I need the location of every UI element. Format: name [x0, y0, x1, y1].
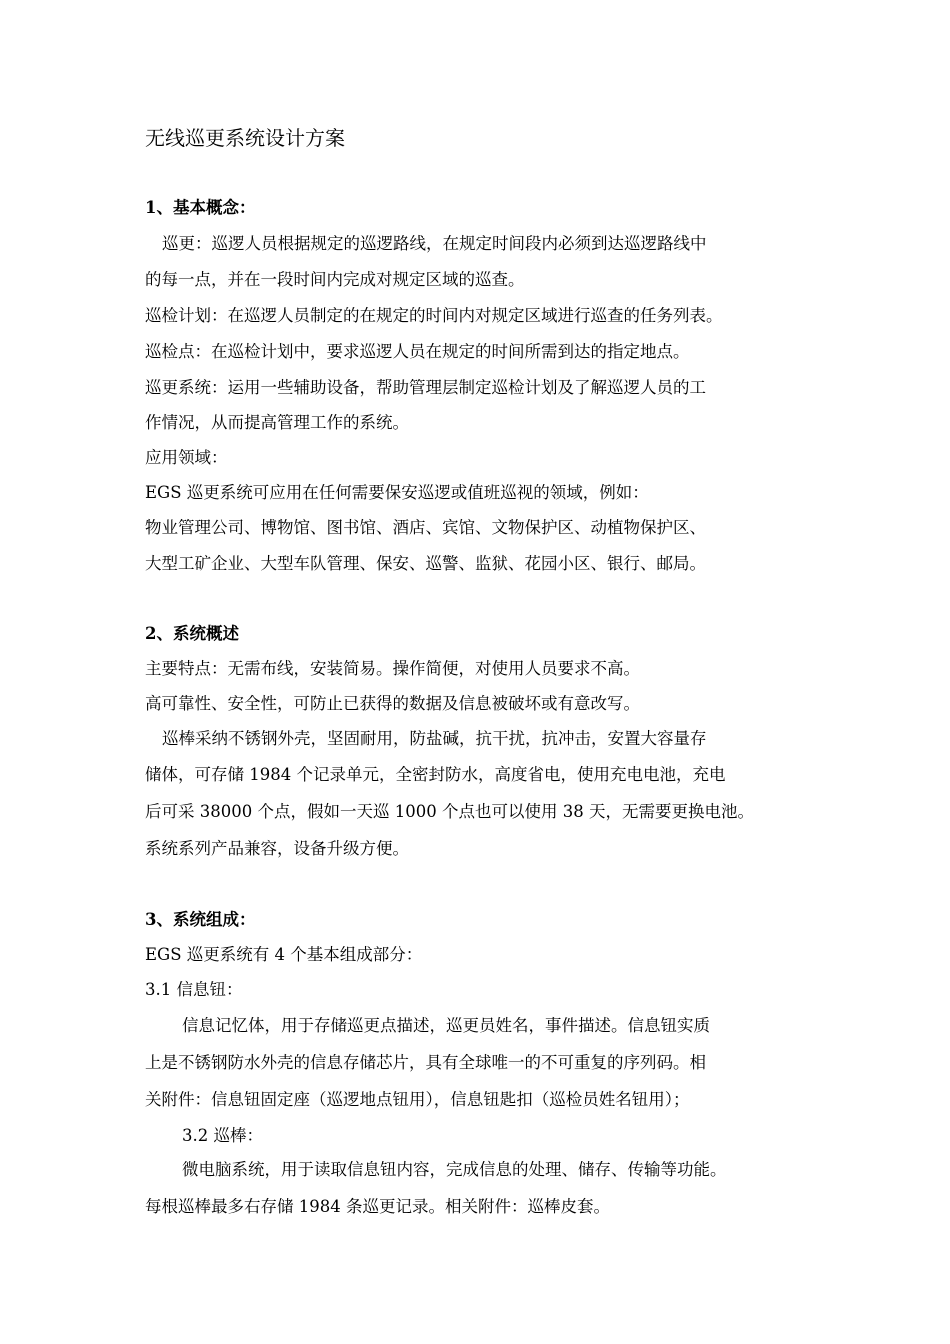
- paragraph-line: 上是不锈钢防水外壳的信息存储芯片，具有全球唯一的不可重复的序列码。相: [145, 1053, 706, 1072]
- paragraph-line: 每根巡棒最多右存储 1984 条巡更记录。相关附件：巡棒皮套。: [145, 1197, 610, 1216]
- paragraph-line: 作情况，从而提高管理工作的系统。: [145, 413, 409, 432]
- paragraph-line: 巡棒采纳不锈钢外壳，坚固耐用，防盐碱，抗干扰，抗冲击，安置大容量存: [162, 729, 707, 748]
- paragraph-line: 后可采 38000 个点，假如一天巡 1000 个点也可以使用 38 天，无需要更换电池。: [145, 802, 754, 821]
- paragraph-line: 物业管理公司、博物馆、图书馆、酒店、宾馆、文物保护区、动植物保护区、: [145, 518, 706, 537]
- paragraph-line: 高可靠性、安全性，可防止已获得的数据及信息被破坏或有意改写。: [145, 694, 640, 713]
- subsection-heading: 3.2 巡棒：: [182, 1126, 263, 1145]
- paragraph-line: 系统系列产品兼容，设备升级方便。: [145, 839, 409, 858]
- paragraph-line: 应用领域：: [145, 448, 228, 467]
- paragraph-line: 巡更系统：运用一些辅助设备，帮助管理层制定巡检计划及了解巡逻人员的工: [145, 378, 706, 397]
- paragraph-line: 巡更：巡逻人员根据规定的巡逻路线，在规定时间段内必须到达巡逻路线中: [162, 234, 707, 253]
- paragraph-line: 的每一点，并在一段时间内完成对规定区域的巡查。: [145, 270, 525, 289]
- paragraph-line: 巡检计划：在巡逻人员制定的在规定的时间内对规定区域进行巡查的任务列表。: [145, 306, 723, 325]
- section-heading-3: 3、系统组成：: [145, 910, 256, 929]
- paragraph-line: 储体，可存储 1984 个记录单元，全密封防水，高度省电，使用充电电池，充电: [145, 765, 726, 784]
- paragraph-line: EGS 巡更系统可应用在任何需要保安巡逻或值班巡视的领域，例如：: [145, 483, 649, 502]
- paragraph-line: 主要特点：无需布线，安装简易。操作简便，对使用人员要求不高。: [145, 659, 640, 678]
- paragraph-line: 微电脑系统，用于读取信息钮内容，完成信息的处理、储存、传输等功能。: [182, 1160, 727, 1179]
- paragraph-line: 关附件：信息钮固定座（巡逻地点钮用），信息钮匙扣（巡检员姓名钮用）；: [145, 1090, 690, 1109]
- paragraph-line: 信息记忆体，用于存储巡更点描述，巡更员姓名，事件描述。信息钮实质: [182, 1016, 710, 1035]
- document-title: 无线巡更系统设计方案: [145, 126, 345, 150]
- subsection-heading: 3.1 信息钮：: [145, 980, 243, 999]
- section-heading-1: 1、基本概念：: [145, 198, 256, 217]
- paragraph-line: EGS 巡更系统有 4 个基本组成部分：: [145, 945, 423, 964]
- paragraph-line: 巡检点：在巡检计划中，要求巡逻人员在规定的时间所需到达的指定地点。: [145, 342, 690, 361]
- section-heading-2: 2、系统概述: [145, 624, 239, 643]
- paragraph-line: 大型工矿企业、大型车队管理、保安、巡警、监狱、花园小区、银行、邮局。: [145, 554, 706, 573]
